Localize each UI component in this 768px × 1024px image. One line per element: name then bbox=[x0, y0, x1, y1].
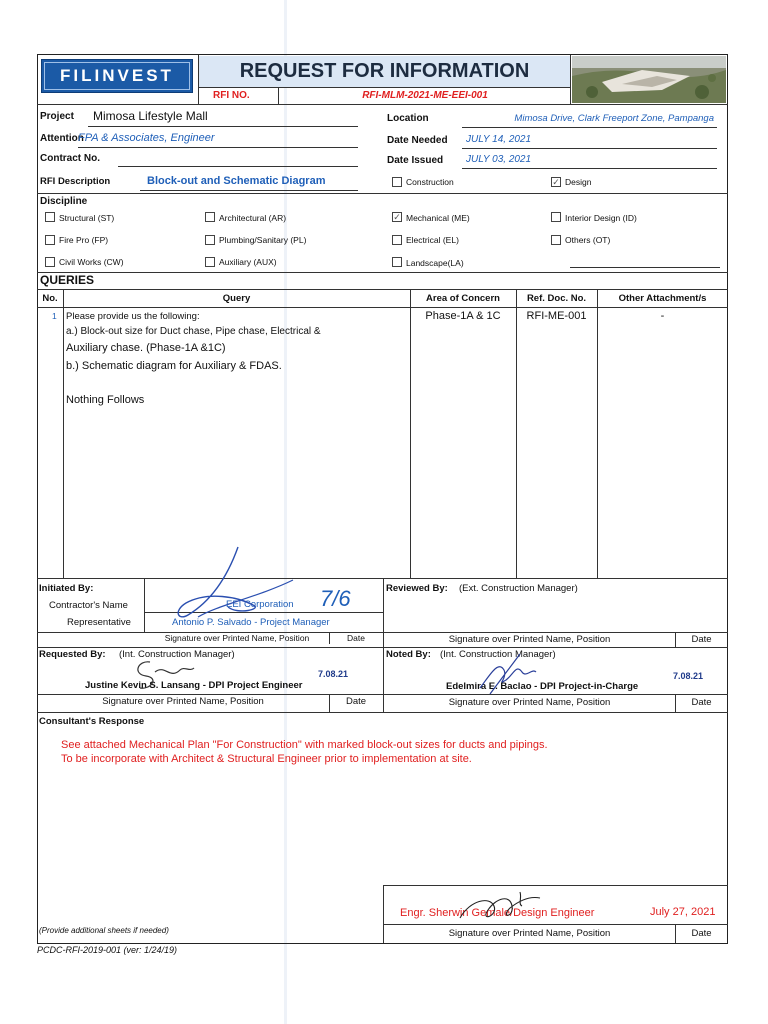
discipline-mechanical: Mechanical (ME) bbox=[406, 213, 470, 223]
query-line-2: a.) Block-out size for Duct chase, Pipe chase, Electrical & bbox=[66, 326, 321, 337]
rfi-no-value: RFI-MLM-2021-ME-EEI-001 bbox=[362, 90, 488, 101]
consultant-response-line-1: See attached Mechanical Plan "For Construction" with marked block-out sizes for ducts and pipings. bbox=[61, 739, 548, 751]
divider bbox=[570, 55, 571, 104]
initiated-sig-caption: Signature over Printed Name, Position bbox=[164, 633, 310, 643]
rfi-description-value: Block-out and Schematic Diagram bbox=[147, 175, 326, 187]
consultant-sig-caption: Signature over Printed Name, Position bbox=[448, 928, 611, 939]
date-needed-label: Date Needed bbox=[387, 135, 448, 146]
col-header-attachment: Other Attachment/s bbox=[618, 293, 707, 304]
divider bbox=[383, 885, 728, 886]
attention-label: Attention bbox=[40, 133, 84, 144]
divider bbox=[198, 55, 199, 104]
noted-date: 7.08.21 bbox=[673, 671, 704, 681]
requested-by-name: Justine Kevin S. Lansang - DPI Project Engineer bbox=[85, 680, 303, 691]
architectural-checkbox[interactable] bbox=[205, 212, 215, 222]
discipline-landscape: Landscape(LA) bbox=[406, 258, 464, 268]
fire-pro-checkbox[interactable] bbox=[45, 235, 55, 245]
ref-doc-value: RFI-ME-001 bbox=[526, 310, 587, 322]
auxiliary-checkbox[interactable] bbox=[205, 257, 215, 267]
requested-by-role: (Int. Construction Manager) bbox=[119, 649, 235, 660]
civil-works-checkbox[interactable] bbox=[45, 257, 55, 267]
query-line-5: Nothing Follows bbox=[66, 394, 145, 406]
underline bbox=[462, 168, 717, 169]
interior-design-checkbox[interactable] bbox=[551, 212, 561, 222]
discipline-architectural: Architectural (AR) bbox=[219, 213, 287, 223]
divider bbox=[37, 193, 728, 194]
plumbing-checkbox[interactable] bbox=[205, 235, 215, 245]
contract-label: Contract No. bbox=[40, 153, 100, 164]
discipline-plumbing: Plumbing/Sanitary (PL) bbox=[219, 235, 307, 245]
form-title: REQUEST FOR INFORMATION bbox=[239, 60, 530, 82]
date-issued-value: JULY 03, 2021 bbox=[466, 154, 532, 165]
contractor-name-value: EEI Corporation bbox=[226, 599, 294, 610]
discipline-electrical: Electrical (EL) bbox=[406, 235, 459, 245]
design-checkbox[interactable]: ✓ bbox=[552, 177, 560, 187]
col-header-query: Query bbox=[222, 293, 251, 304]
divider bbox=[37, 307, 728, 308]
project-value: Mimosa Lifestyle Mall bbox=[93, 109, 208, 123]
underline bbox=[118, 166, 358, 167]
col-divider bbox=[516, 289, 517, 578]
mechanical-checkbox[interactable]: ✓ bbox=[393, 212, 401, 222]
construction-label: Construction bbox=[406, 177, 454, 187]
requested-by-label: Requested By: bbox=[39, 649, 106, 660]
divider bbox=[37, 272, 728, 273]
noted-date-caption: Date bbox=[691, 697, 712, 708]
divider bbox=[383, 924, 728, 925]
discipline-civil-works: Civil Works (CW) bbox=[59, 257, 124, 267]
divider bbox=[37, 632, 728, 633]
project-label: Project bbox=[40, 111, 74, 122]
initiated-by-label: Initiated By: bbox=[39, 583, 94, 594]
logo-text: FILINVEST bbox=[60, 66, 174, 85]
col-divider bbox=[597, 289, 598, 578]
consultant-response-line-2: To be incorporate with Architect & Structural Engineer prior to implementation at site. bbox=[61, 753, 472, 765]
divider bbox=[37, 104, 728, 105]
discipline-others: Others (OT) bbox=[565, 235, 611, 245]
col-header-no: No. bbox=[42, 293, 58, 304]
underline bbox=[570, 267, 720, 268]
attention-value: FPA & Associates, Engineer bbox=[78, 132, 215, 144]
underline bbox=[88, 126, 358, 127]
area-of-concern-value: Phase-1A & 1C bbox=[425, 310, 501, 322]
divider bbox=[37, 647, 728, 648]
noted-by-role: (Int. Construction Manager) bbox=[440, 649, 556, 660]
contractor-name-label: Contractor's Name bbox=[49, 600, 128, 611]
noted-sig-caption: Signature over Printed Name, Position bbox=[448, 697, 611, 708]
reviewed-sig-caption: Signature over Printed Name, Position bbox=[448, 634, 611, 645]
underline bbox=[140, 190, 358, 191]
consultant-date-caption: Date bbox=[691, 928, 712, 939]
consultant-signature bbox=[450, 888, 560, 928]
location-value: Mimosa Drive, Clark Freeport Zone, Pampanga bbox=[514, 113, 714, 124]
initiated-date: 7/6 bbox=[320, 586, 351, 611]
noted-signature bbox=[460, 650, 540, 700]
design-label: Design bbox=[565, 177, 592, 187]
divider bbox=[199, 87, 570, 88]
date-issued-label: Date Issued bbox=[387, 155, 444, 166]
consultant-engineer-name: Engr. Sherwin Gemale/Design Engineer bbox=[400, 907, 595, 919]
discipline-auxiliary: Auxiliary (AUX) bbox=[219, 257, 277, 267]
location-label: Location bbox=[387, 113, 429, 124]
electrical-checkbox[interactable] bbox=[392, 235, 402, 245]
underline bbox=[462, 148, 717, 149]
query-line-4: b.) Schematic diagram for Auxiliary & FDAS. bbox=[66, 360, 282, 372]
form-code: PCDC-RFI-2019-001 (ver: 1/24/19) bbox=[37, 945, 178, 955]
col-divider bbox=[410, 289, 411, 578]
divider bbox=[37, 289, 728, 290]
requested-date-caption: Date bbox=[345, 696, 367, 707]
divider bbox=[278, 88, 279, 104]
divider bbox=[144, 578, 145, 632]
underline bbox=[462, 127, 717, 128]
additional-sheets-note: (Provide additional sheets if needed) bbox=[39, 926, 169, 935]
underline bbox=[37, 694, 728, 695]
representative-label: Representative bbox=[67, 617, 131, 628]
date-needed-value: JULY 14, 2021 bbox=[466, 134, 532, 145]
query-line-3: Auxiliary chase. (Phase-1A &1C) bbox=[66, 342, 226, 354]
reviewed-by-label: Reviewed By: bbox=[386, 583, 448, 594]
rfi-description-label: RFI Description bbox=[40, 176, 111, 187]
divider bbox=[383, 578, 384, 712]
mall-aerial-photo bbox=[572, 56, 726, 103]
col-header-ref: Ref. Doc. No. bbox=[526, 293, 587, 304]
query-line-1: Please provide us the following: bbox=[66, 311, 200, 322]
reviewed-date-caption: Date bbox=[691, 634, 712, 645]
discipline-structural: Structural (ST) bbox=[59, 213, 115, 223]
reviewed-by-role: (Ext. Construction Manager) bbox=[459, 583, 578, 594]
noted-by-name: Edelmira E. Baclao - DPI Project-in-Charge bbox=[446, 681, 639, 692]
requested-date: 7.08.21 bbox=[318, 669, 349, 679]
col-header-area: Area of Concern bbox=[426, 293, 500, 304]
attachment-value: - bbox=[660, 310, 665, 322]
discipline-fire-pro: Fire Pro (FP) bbox=[59, 235, 109, 245]
initiated-date-caption: Date bbox=[347, 633, 365, 643]
underline bbox=[78, 147, 358, 148]
landscape-checkbox[interactable] bbox=[392, 257, 402, 267]
representative-value: Antonio P. Salvado - Project Manager bbox=[172, 617, 330, 628]
rfi-no-label: RFI NO. bbox=[213, 90, 250, 101]
others-checkbox[interactable] bbox=[551, 235, 561, 245]
initiated-signature bbox=[168, 545, 298, 635]
consultant-response-label: Consultant's Response bbox=[39, 716, 145, 727]
queries-label: QUERIES bbox=[40, 273, 95, 287]
discipline-interior-design: Interior Design (ID) bbox=[565, 213, 637, 223]
discipline-label: Discipline bbox=[40, 196, 88, 207]
requested-sig-caption: Signature over Printed Name, Position bbox=[102, 696, 264, 707]
noted-by-label: Noted By: bbox=[386, 649, 431, 660]
structural-checkbox[interactable] bbox=[45, 212, 55, 222]
col-divider bbox=[63, 289, 64, 578]
rfi-form bbox=[37, 54, 728, 944]
consultant-engineer-date: July 27, 2021 bbox=[650, 906, 716, 918]
divider bbox=[37, 712, 728, 713]
query-row-no: 1 bbox=[52, 311, 57, 321]
construction-checkbox[interactable] bbox=[392, 177, 402, 187]
requested-signature bbox=[120, 652, 200, 697]
